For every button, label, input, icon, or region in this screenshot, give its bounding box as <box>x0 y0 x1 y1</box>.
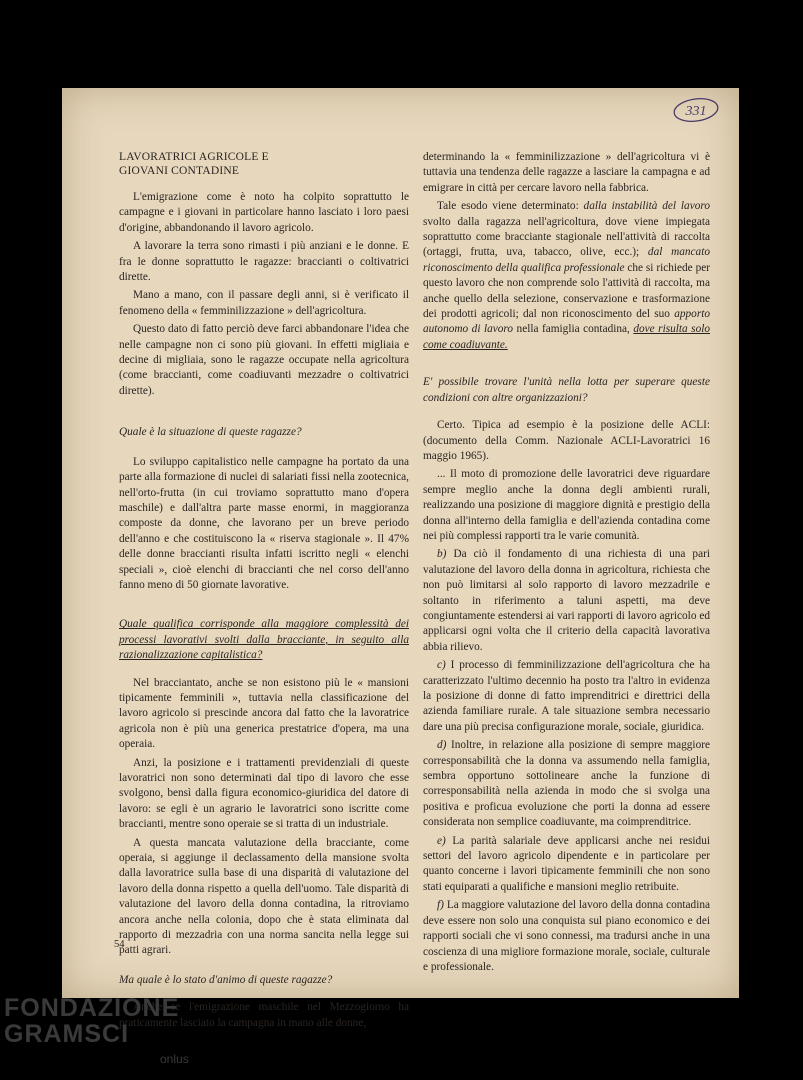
paragraph: determinando la « femminilizzazione » dell'agricoltura vi è tuttavia una tendenza delle ragazze a lasciare la campagna e ad emigrare in città per cercare lavoro nella fabbrica. <box>423 151 710 194</box>
paragraph: Mano a mano, con il passare degli anni, si è verificato il fenomeno della « femminilizzazione » dell'agricoltura. <box>119 289 409 317</box>
left-column <box>119 150 409 1034</box>
paragraph: Questo dato di fatto perciò deve farci abbandonare l'idea che nelle campagne non ci sono più giovani. In effetti migliaia e decine di migliaia, sono le ragazze occupate nella agricoltura (come braccianti, come coadiuvanti mezzadre o coltivatrici dirette). <box>119 323 409 397</box>
heading-line-1: LAVORATRICI AGRICOLE E <box>119 151 269 163</box>
paragraph: Nel bracciantato, anche se non esistono più le « mansioni tipicamente femminili », tuttavia nella classificazione del lavoro agricolo si prescinde ancora dal fatto che la lavoratrice agricola non è più una generica prestatrice d'opera, ma una operaia. <box>119 676 409 751</box>
paragraph: A questa mancata valutazione della bracciante, come operaia, si aggiunge il declassamento della mansione svolta dalla lavoratrice sulla base di una disparità di valutazione del lavoro della donna rispetto a quella dell'uomo. Tale disparità di valutazione del lavoro della donna contadina, la ritroviamo ancora anche nella colonia, dopo che è stata eliminata dal rapporto di mezzadria con una norma sancita nella legge sui patti agrari. <box>119 836 409 957</box>
right-column <box>423 150 710 978</box>
point-f: f) La maggiore valutazione del lavoro della donna contadina deve essere non solo una conquista sul piano economico e dei rapporti sociali che vi sono connessi, ma tradursi anche in una coscienza di una migliore formazione morale, sociale, culturale e professionale. <box>423 899 710 973</box>
paragraph: Tale esodo viene determinato: dalla instabilità del lavoro svolto dalla ragazza nell'agricoltura, dove viene impiegata soprattutto come bracciante stagionale nell'attività di raccolta (ortaggi, frutta, uva, tabacco, olive, ecc.); dal mancato riconoscimento della qualifica professionale che si richiede per questo lavoro che non comprende solo l'attività di raccolta, ma anche quello della selezione, conservazione e trasformazione dei prodotti agricoli; dal non riconoscimento del suo apporto autonomo di lavoro nella famiglia contadina, dove risulta solo come coadiuvante. <box>423 200 711 351</box>
paragraph: Lo sviluppo capitalistico nelle campagne ha portato da una parte alla formazione di nuclei di salariati fissi nella zootecnica, nell'orto-frutta (in cui troviamo soprattutto mano d'opera maschile) e dall'altra parte masse enormi, in maggioranza composte da donne, che lavorano per un breve periodo dell'anno e che costituiscono la « riserva stagionale ». Il 47% delle donne braccianti risulta infatti iscritto negli « elenchi speciali », cioè elenchi di braccianti che nel corso dell'anno fanno meno di 50 giornate lavorative. <box>119 455 409 591</box>
paragraph: Certo. Tipica ad esempio è la posizione delle ACLI: (documento della Comm. Nazionale ACLI-Lavoratrici 16 maggio 1965). <box>423 419 710 462</box>
fondazione-gramsci-logo <box>4 994 204 1074</box>
archive-number: 331 <box>685 104 707 119</box>
page-number: 54 <box>114 939 125 950</box>
paragraph: L'emigrazione come è noto ha colpito soprattutto le campagne e i giovani in particolare hanno lasciato i loro paesi d'origine, abbandonando il lavoro agricolo. <box>119 191 409 234</box>
logo-line-3: onlus <box>160 1052 189 1066</box>
question-heading: Ma quale è lo stato d'animo di queste ragazze? <box>119 973 333 986</box>
quoted-paragraph: ... Il moto di promozione delle lavoratrici deve riguardare sempre meglio anche la donna degli ambienti rurali, realizzando una posizione di maggiore dignità e prestigio della donna all'interno della famiglia e dell'azienda contadina come nei più complessi rapporti tra le varie comunità. <box>423 468 710 542</box>
point-e: e) La parità salariale deve applicarsi anche nei residui settori del lavoro agricolo dipendente e in particolare per quanto concerne i lavori tipicamente femminili che non sono stati equiparati a qualifiche e mansioni meglio retribuite. <box>423 834 710 893</box>
point-b: b) Da ciò il fondamento di una richiesta di una pari valutazione del lavoro della donna in agricoltura, richiesta che non può limitarsi al solo rapporto di lavoro mezzadrile e soltanto in riferimento a taluni aspetti, ma deve congiuntamente estendersi ai vari rapporti di lavoro agricolo ed applicarsi ogni volta che il criterio della capacità lavorativa abbia rilievo. <box>423 548 710 653</box>
logo-line-1: FONDAZIONE <box>4 994 180 1022</box>
paragraph: Anche se l'emigrazione maschile nel Mezzogiorno ha praticamente lasciato la campagna in mano alle donne, <box>119 1001 409 1029</box>
archive-number-stamp <box>671 97 721 123</box>
article-heading <box>119 150 409 178</box>
question-heading: Quale qualifica corrisponde alla maggiore complessità dei processi lavorativi svolti dalla bracciante, in seguito alla razionalizzazione capitalistica? <box>119 618 409 662</box>
logo-line-2: GRAMSCI <box>4 1020 130 1048</box>
paragraph: Anzi, la posizione e i trattamenti previdenziali di queste lavoratrici non sono determinati dal tipo di lavoro che esse svolgono, bensì dalla figura economico-giuridica del datore di lavoro: se egli è un agrario le lavoratrici sono iscritte come braccianti, mentre sono operaie se si tratta di un industriale. <box>119 756 409 831</box>
question-heading: E' possibile trovare l'unità nella lotta per superare queste condizioni con altre organizzazioni? <box>423 376 710 404</box>
paragraph: A lavorare la terra sono rimasti i più anziani e le donne. E fra le donne soprattutto le ragazze: braccianti o coltivatrici dirette. <box>119 240 409 284</box>
heading-line-2: GIOVANI CONTADINE <box>119 165 240 177</box>
point-c: c) I processo di femminilizzazione dell'agricoltura che ha caratterizzato l'ultimo decennio ha posto tra l'altro in evidenza la posizione di donne di fatto imprenditrici e direttrici della azienda familiare rurale. A tale situazione sembra necessario dare una più precisa configurazione morale, sociale, giuridica. <box>423 659 710 733</box>
point-d: d) Inoltre, in relazione alla posizione di sempre maggiore corresponsabilità che la donna va assumendo nella famiglia, sembra opportuno sottolineare anche la funzione di corresponsabilità nella azienda in modo che si svolga una positiva e proficua evoluzione che porti la donna ad essere considerata non semplice coadiuvante, ma coimprenditrice. <box>423 739 710 829</box>
question-heading: Quale è la situazione di queste ragazze? <box>119 426 302 439</box>
